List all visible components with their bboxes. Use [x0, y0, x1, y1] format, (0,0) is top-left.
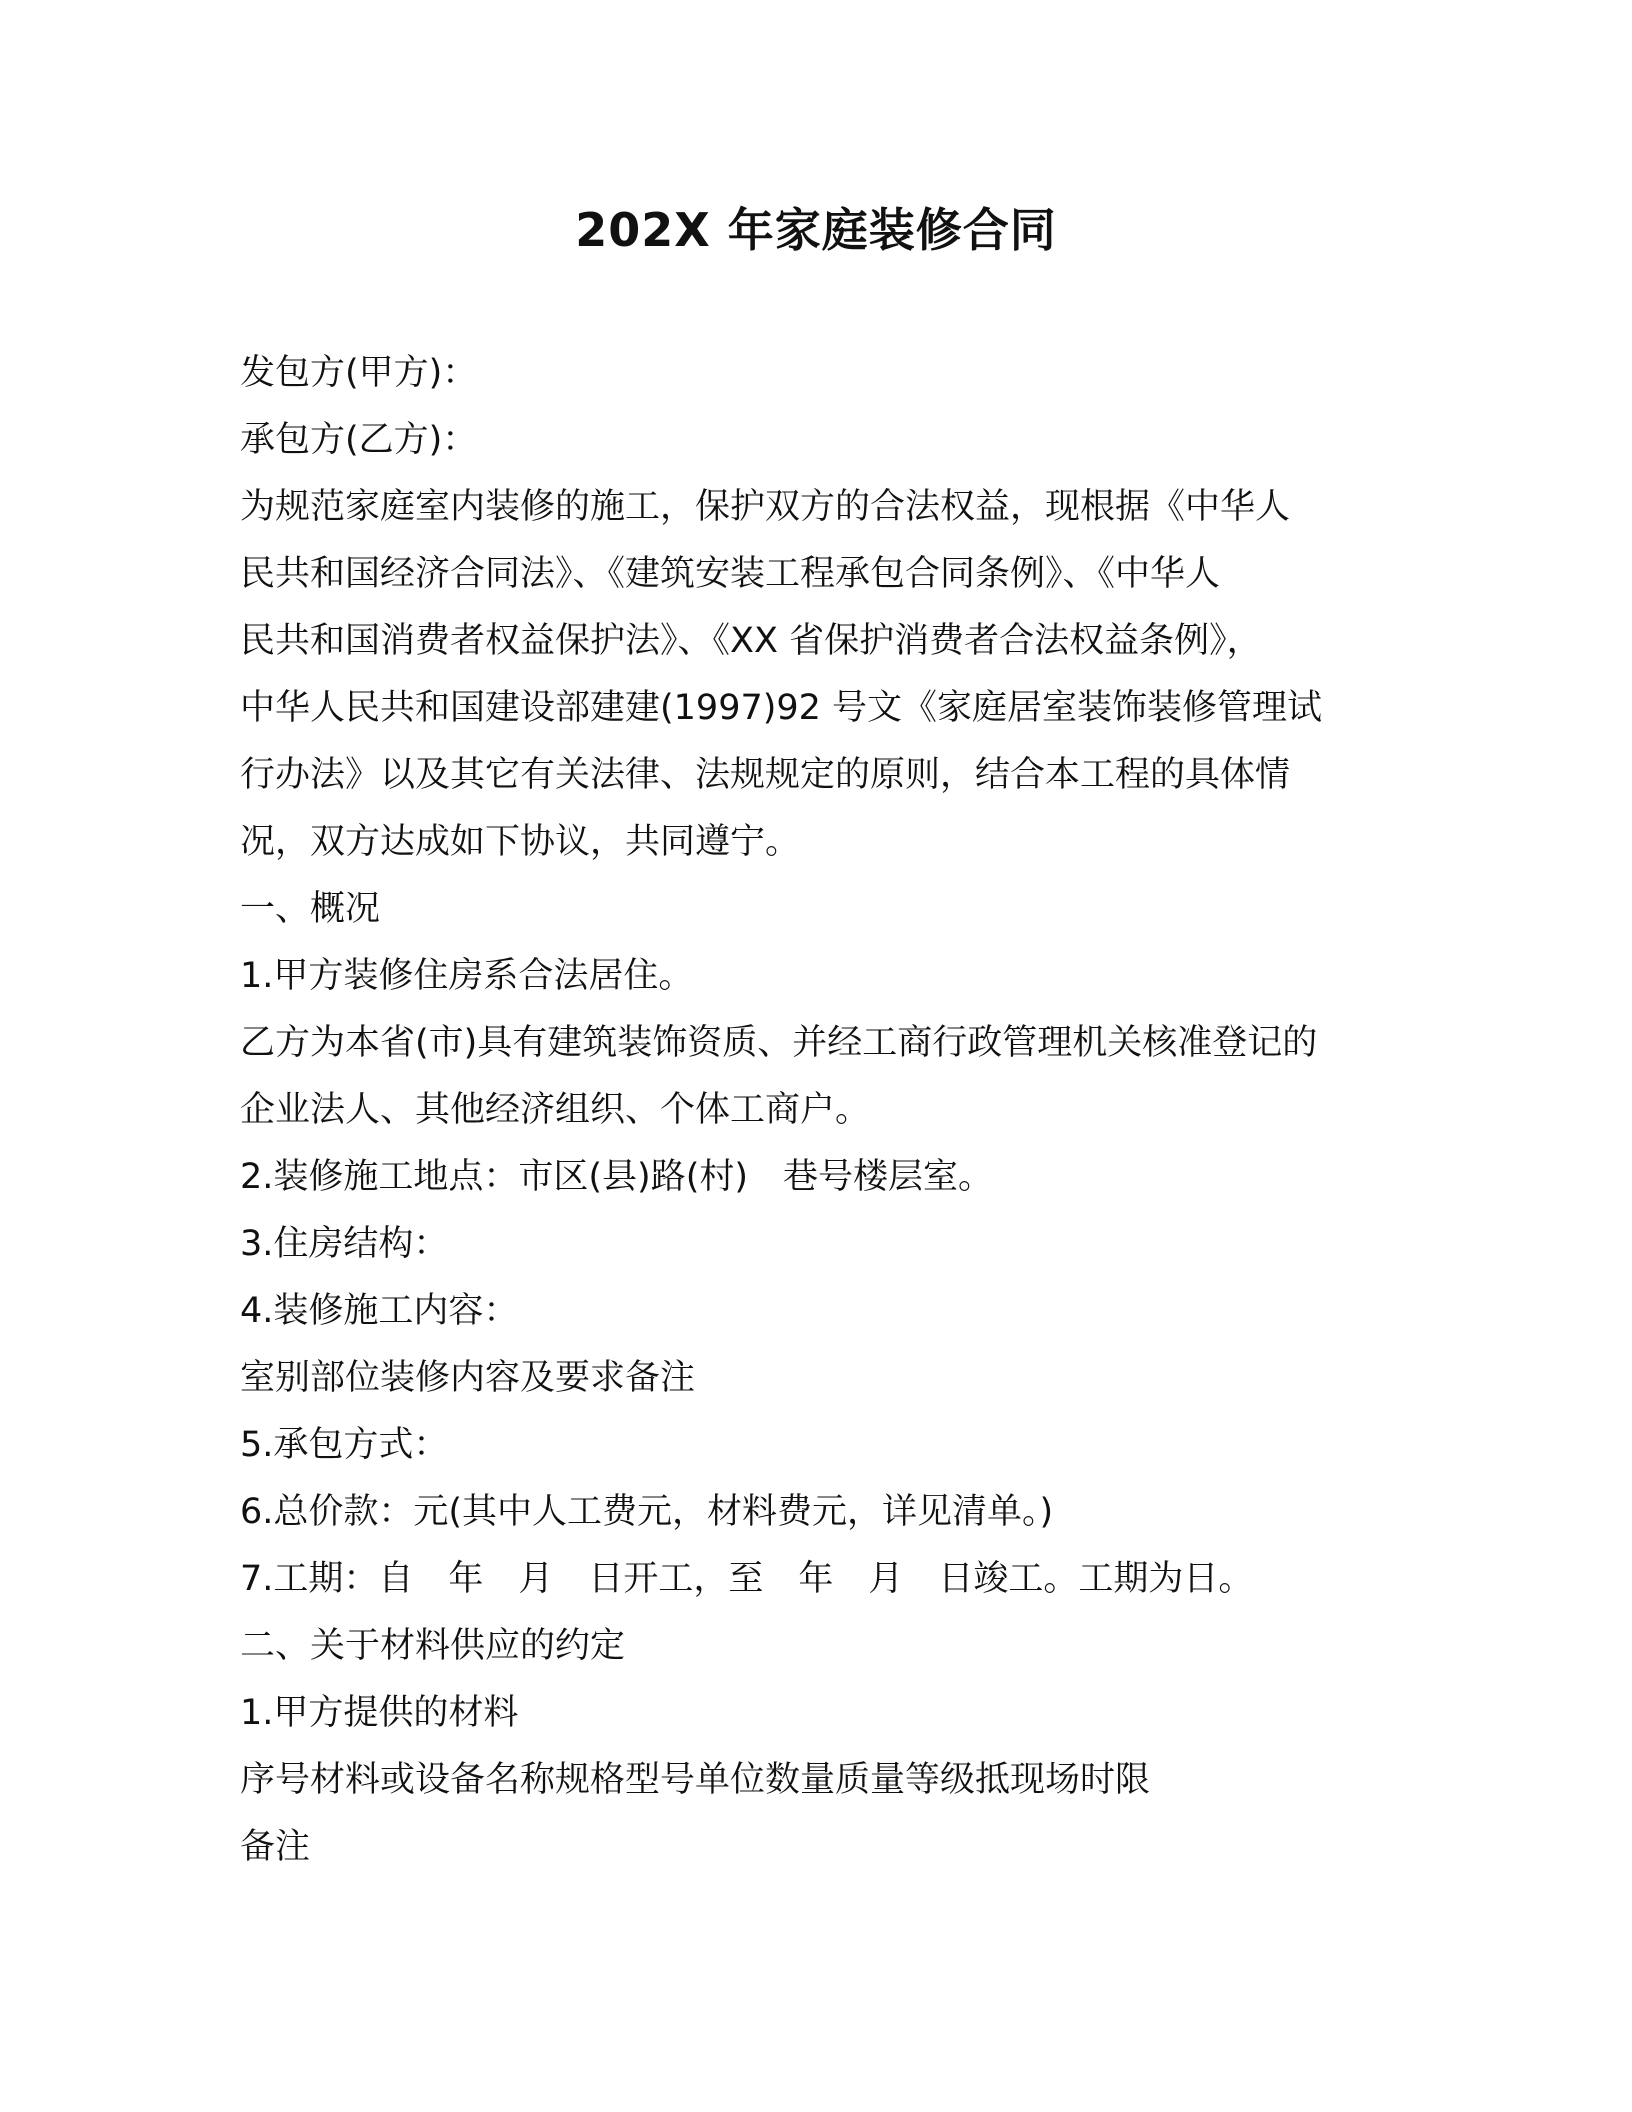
text-line: 企业法人、其他经济组织、个体工商户。	[240, 1090, 871, 1130]
text-line: 3.住房结构：	[240, 1224, 449, 1264]
text-line: 1.甲方提供的材料	[240, 1693, 519, 1733]
text-line: 中华人民共和国建设部建建(1997)92 号文《家庭居室装饰装修管理试	[240, 688, 1323, 728]
text-line: 民共和国经济合同法》、《建筑安装工程承包合同条例》、《中华人	[240, 554, 1221, 594]
text-line: 乙方为本省(市)具有建筑装饰资质、并经工商行政管理机关核准登记的	[240, 1023, 1318, 1063]
document-title: 202X 年家庭装修合同	[575, 203, 1057, 257]
text-line: 行办法》以及其它有关法律、法规规定的原则，结合本工程的具体情	[240, 755, 1291, 795]
text-line: 民共和国消费者权益保护法》、《XX 省保护消费者合法权益条例》，	[240, 621, 1262, 661]
text-line: 序号材料或设备名称规格型号单位数量质量等级抵现场时限	[240, 1760, 1151, 1800]
text-line: 承包方(乙方)：	[240, 420, 478, 460]
document-body	[240, 340, 1390, 1881]
text-line: 5.承包方式：	[240, 1425, 449, 1465]
section-heading: 二、关于材料供应的约定	[240, 1626, 626, 1666]
text-line: 为规范家庭室内装修的施工，保护双方的合法权益，现根据《中华人	[240, 487, 1291, 527]
text-line: 2.装修施工地点：市区(县)路(村) 巷号楼层室。	[240, 1157, 994, 1197]
text-line: 4.装修施工内容：	[240, 1291, 519, 1331]
text-line: 6.总价款：元(其中人工费元，材料费元，详见清单。)	[240, 1492, 1054, 1532]
text-line: 况，双方达成如下协议，共同遵宁。	[240, 822, 801, 862]
text-line: 1.甲方装修住房系合法居住。	[240, 956, 694, 996]
section-heading: 一、概况	[240, 889, 381, 929]
text-line: 备注	[240, 1827, 311, 1867]
text-line: 发包方(甲方)：	[240, 353, 478, 393]
text-line: 室别部位装修内容及要求备注	[240, 1358, 696, 1398]
text-line: 7.工期：自 年 月 日开工，至 年 月 日竣工。工期为日。	[240, 1559, 1254, 1599]
